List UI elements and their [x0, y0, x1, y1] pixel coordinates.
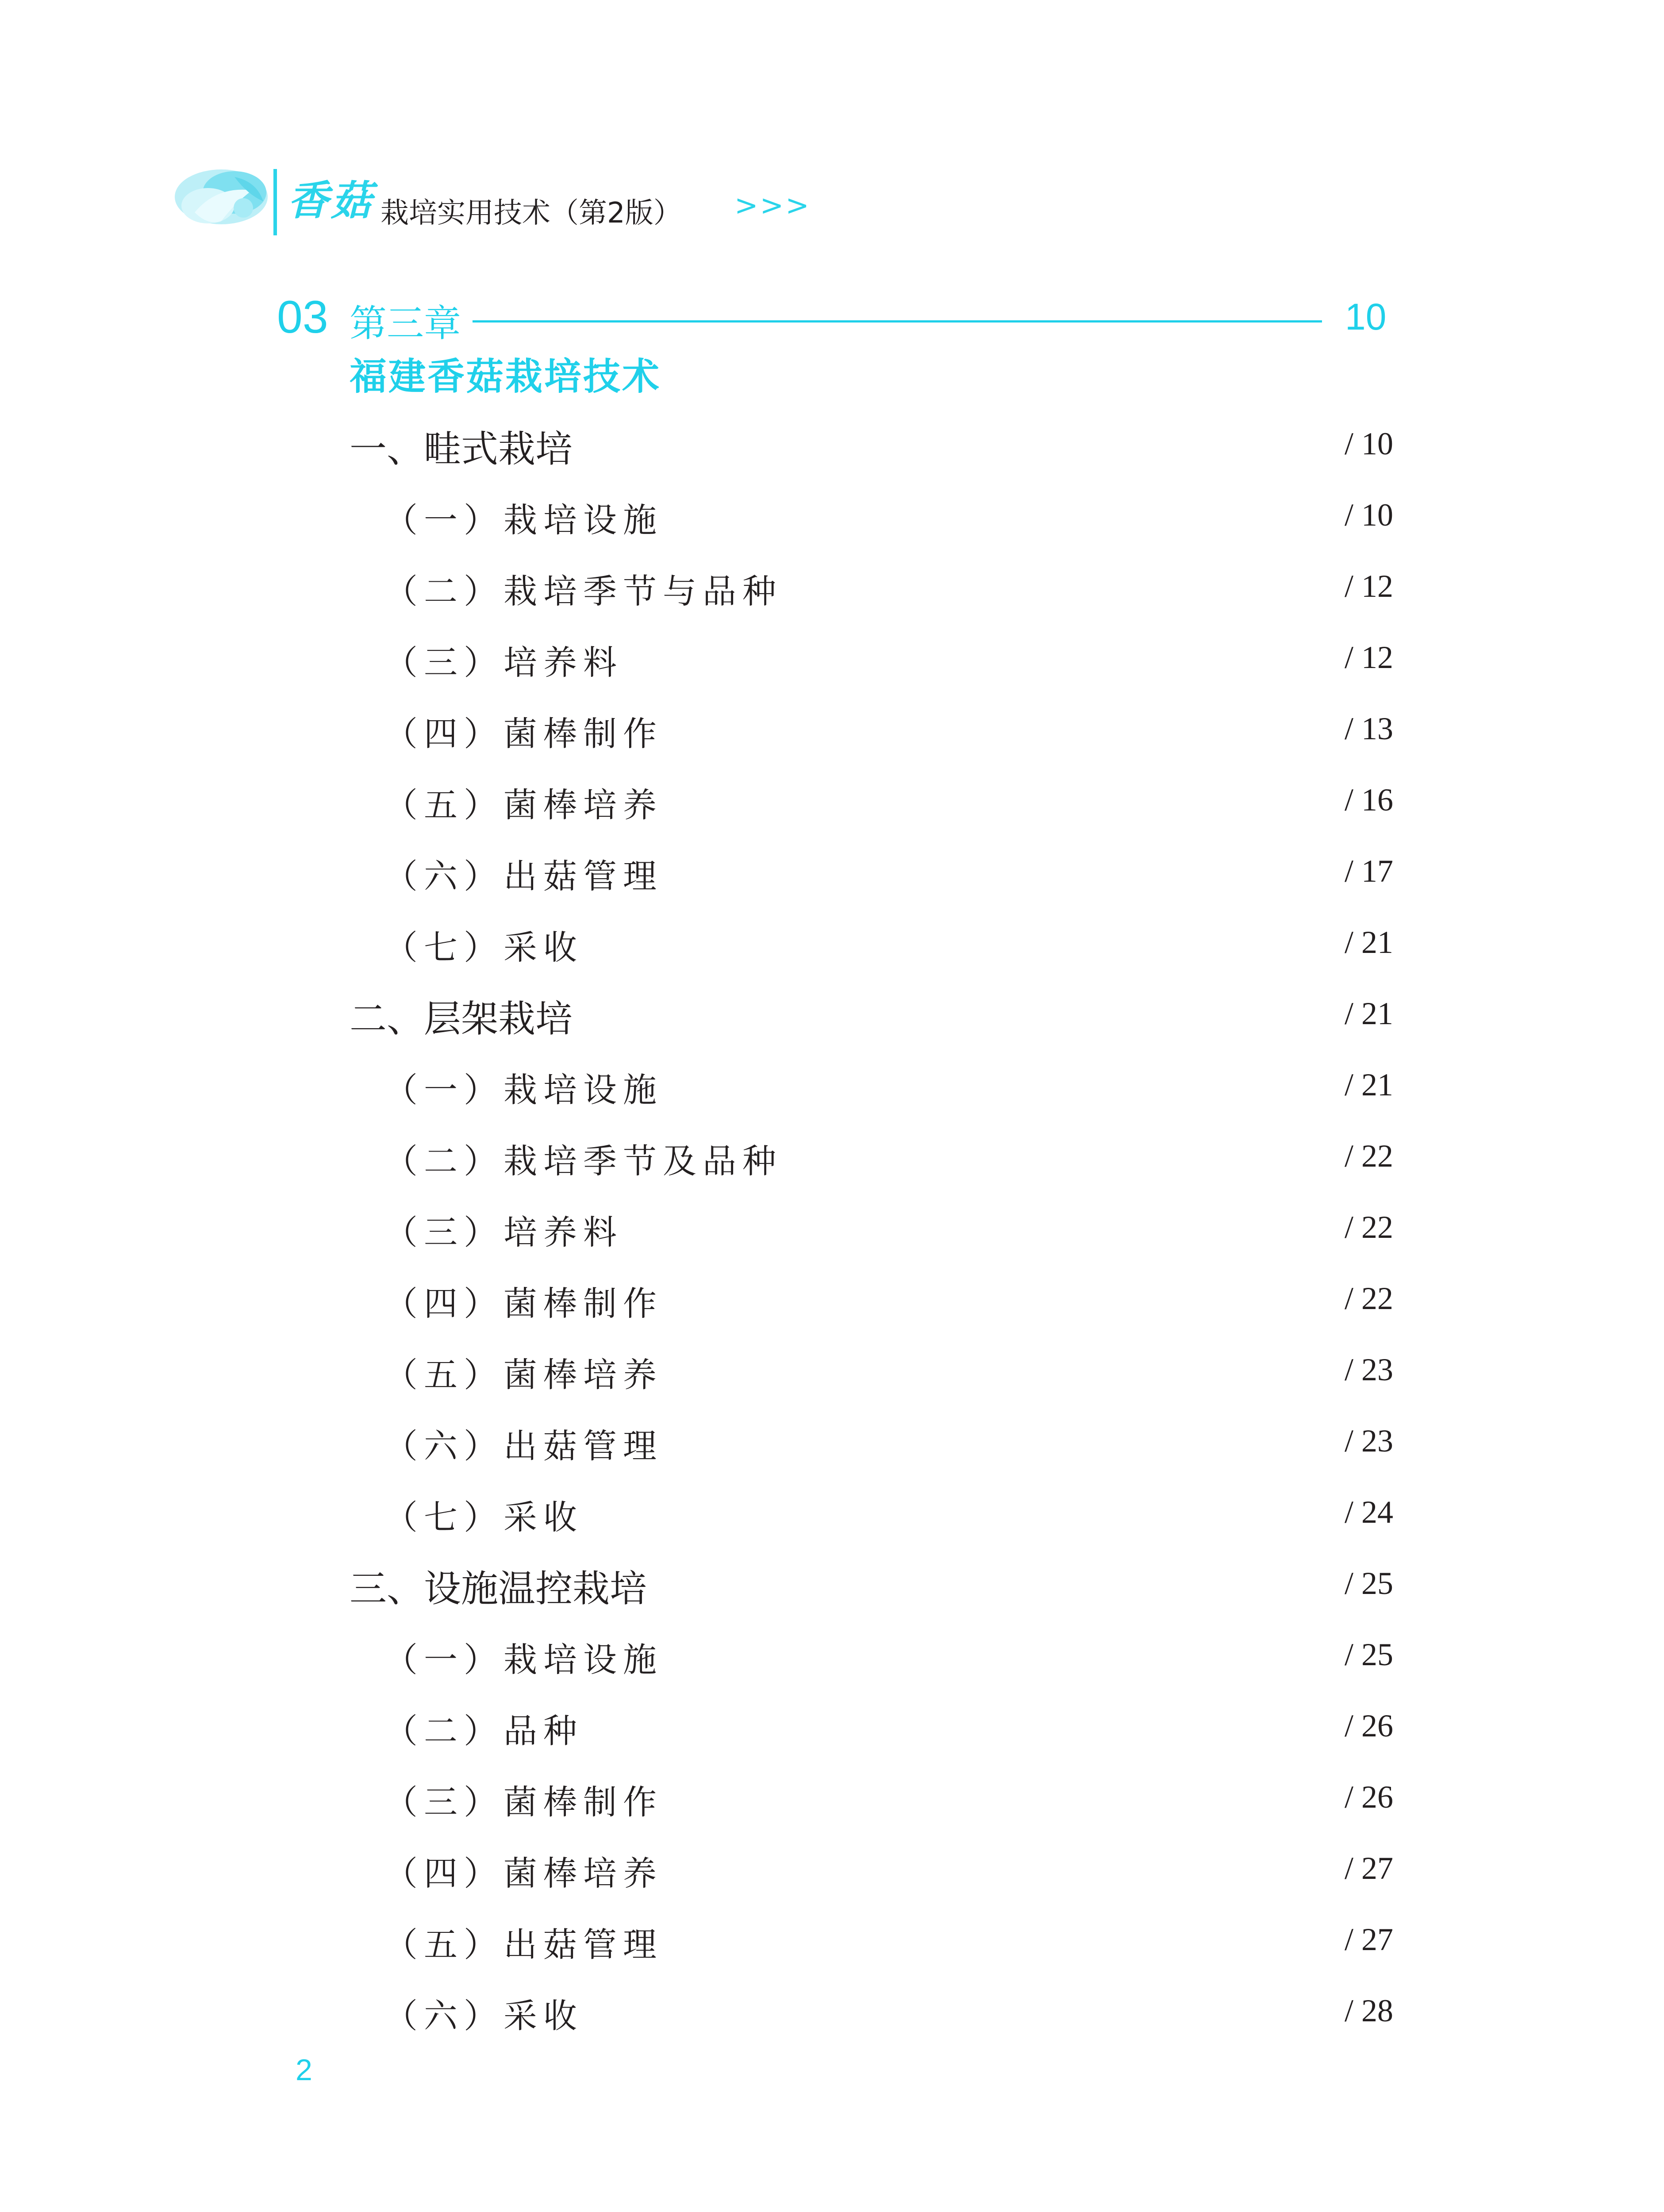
- toc-section-entry: [0, 986, 1664, 1039]
- toc-entry-page: / 17: [1344, 853, 1393, 889]
- mushroom-logo-icon: [168, 159, 279, 243]
- toc-subsection-entry: [0, 1057, 1664, 1110]
- toc-entry-title: （二）栽培季节与品种: [384, 572, 782, 611]
- toc-entry-page: / 23: [1344, 1423, 1393, 1459]
- toc-entry-title: （二）栽培季节及品种: [384, 1141, 782, 1181]
- toc-subsection-entry: [0, 1199, 1664, 1252]
- toc-subsection-entry: [0, 1769, 1664, 1822]
- toc-entry-title: （七）采收: [384, 928, 583, 967]
- toc-entry-page: / 21: [1344, 996, 1393, 1031]
- toc-entry-page: / 13: [1344, 711, 1393, 746]
- toc-entry-page: / 22: [1344, 1138, 1393, 1174]
- toc-entry-title: （四）菌棒制作: [384, 714, 663, 753]
- toc-subsection-entry: [0, 1271, 1664, 1324]
- running-header: [168, 159, 832, 248]
- page-number: 2: [296, 2053, 312, 2087]
- toc-entry-page: / 27: [1344, 1922, 1393, 1957]
- book-title: 栽培实用技术（第2版）: [380, 197, 682, 230]
- toc-entry-page: / 25: [1344, 1566, 1393, 1601]
- toc-entry-title: （七）采收: [384, 1498, 583, 1537]
- toc-entry-title: （一）栽培设施: [384, 1070, 663, 1110]
- toc-section-entry: [0, 1555, 1664, 1609]
- toc-subsection-entry: [0, 1128, 1664, 1181]
- toc-subsection-entry: [0, 1627, 1664, 1680]
- toc-entry-title: （五）出菇管理: [384, 1925, 663, 1964]
- header-arrows: >>>: [734, 189, 811, 222]
- toc-entry-page: / 26: [1344, 1708, 1393, 1743]
- chapter-page: 10: [1345, 296, 1387, 338]
- toc-entry-title: 三、设施温控栽培: [350, 1567, 647, 1610]
- toc-entry-title: 一、畦式栽培: [350, 427, 573, 471]
- toc-entry-page: / 21: [1344, 1067, 1393, 1102]
- chapter-number: 03: [277, 292, 328, 343]
- toc-subsection-entry: [0, 1840, 1664, 1893]
- toc-subsection-entry: [0, 914, 1664, 968]
- toc-entry-page: / 22: [1344, 1281, 1393, 1316]
- toc-subsection-entry: [0, 1912, 1664, 1965]
- toc-entry-page: / 10: [1344, 497, 1393, 533]
- logo-text: 香菇: [288, 177, 375, 224]
- chapter-rule: [473, 320, 1322, 323]
- toc-entry-page: / 21: [1344, 925, 1393, 960]
- toc-subsection-entry: [0, 1413, 1664, 1466]
- toc-entry-title: （三）培养料: [384, 1213, 623, 1252]
- toc-subsection-entry: [0, 487, 1664, 540]
- toc-subsection-entry: [0, 1484, 1664, 1537]
- toc-entry-title: （六）出菇管理: [384, 856, 663, 896]
- toc-entry-page: / 25: [1344, 1637, 1393, 1672]
- toc-entry-page: / 23: [1344, 1352, 1393, 1387]
- toc-entry-page: / 28: [1344, 1993, 1393, 2028]
- toc-entry-title: （四）菌棒制作: [384, 1284, 663, 1323]
- toc-entry-title: （二）品种: [384, 1711, 583, 1751]
- toc-subsection-entry: [0, 558, 1664, 611]
- toc-entry-title: （四）菌棒培养: [384, 1854, 663, 1893]
- toc-subsection-entry: [0, 701, 1664, 754]
- toc-entry-title: 二、层架栽培: [350, 997, 573, 1041]
- toc-entry-page: / 24: [1344, 1494, 1393, 1530]
- toc-section-entry: [0, 416, 1664, 469]
- toc-entry-title: （三）培养料: [384, 643, 623, 682]
- toc-entry-title: （五）菌棒培养: [384, 1355, 663, 1394]
- toc-subsection-entry: [0, 772, 1664, 825]
- toc-entry-title: （六）出菇管理: [384, 1426, 663, 1466]
- toc-subsection-entry: [0, 1983, 1664, 2036]
- toc-entry-page: / 12: [1344, 568, 1393, 604]
- toc-subsection-entry: [0, 1698, 1664, 1751]
- toc-entry-page: / 10: [1344, 426, 1393, 461]
- header-divider: [273, 169, 277, 235]
- toc-entry-page: / 26: [1344, 1779, 1393, 1815]
- toc-entry-page: / 22: [1344, 1210, 1393, 1245]
- toc-subsection-entry: [0, 1342, 1664, 1395]
- toc-entry-title: （一）栽培设施: [384, 500, 663, 540]
- chapter-label: 第三章: [350, 302, 461, 345]
- toc-entry-title: （六）采收: [384, 1996, 583, 2035]
- chapter-title: 福建香菇栽培技术: [350, 355, 661, 398]
- toc-entry-page: / 27: [1344, 1851, 1393, 1886]
- toc-entry-title: （五）菌棒培养: [384, 785, 663, 825]
- toc-entry-title: （三）菌棒制作: [384, 1782, 663, 1822]
- toc-entry-title: （一）栽培设施: [384, 1640, 663, 1679]
- toc-entry-page: / 16: [1344, 782, 1393, 818]
- toc-subsection-entry: [0, 843, 1664, 896]
- toc-subsection-entry: [0, 630, 1664, 683]
- toc-entry-page: / 12: [1344, 640, 1393, 675]
